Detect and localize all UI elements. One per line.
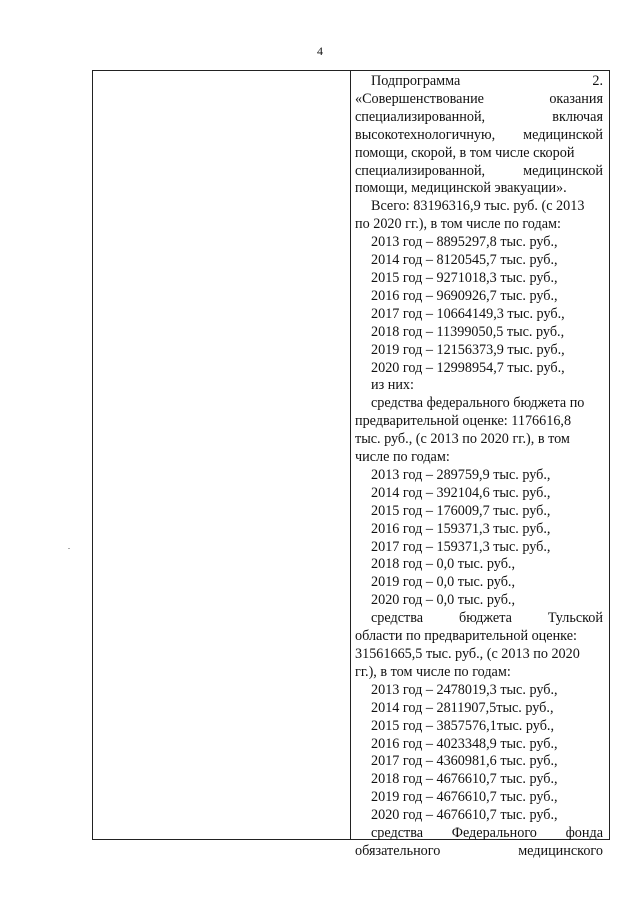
year-line: 2019 год – 0,0 тыс. руб., [371,574,516,591]
text-line [355,610,603,628]
text-fragment: фонда [565,825,603,842]
text-fragment: медицинского [518,842,603,859]
year-line: 2018 год – 4676610,7 тыс. руб., [371,771,558,788]
text-line [355,109,603,127]
page-number: 4 [317,44,323,58]
text-fragment: высокотехнологичную, [355,126,496,143]
text-fragment: специализированной, [355,162,486,179]
text-line: помощи, скорой, в том числе скорой [355,144,575,161]
year-line: 2020 год – 0,0 тыс. руб., [371,592,516,609]
year-line: 2013 год – 2478019,3 тыс. руб., [371,681,558,698]
text-fragment: медицинской [523,126,603,143]
text-fragment: бюджета [458,610,512,627]
text-line: средства федерального бюджета по [371,395,585,412]
year-line: 2020 год – 12998954,7 тыс. руб., [371,359,565,376]
text-fragment: Подпрограмма [371,73,461,89]
year-line: 2015 год – 176009,7 тыс. руб., [371,502,551,519]
year-line: 2019 год – 12156373,9 тыс. руб., [371,341,565,358]
text-fragment: специализированной, [355,108,486,125]
year-line: 2016 год – 159371,3 тыс. руб., [371,520,551,537]
year-line: 2016 год – 4023348,9 тыс. руб., [371,735,558,752]
year-line: 2014 год – 392104,6 тыс. руб., [371,484,551,501]
text-line [355,163,603,181]
year-line: 2015 год – 9271018,3 тыс. руб., [371,269,558,286]
scan-artifact [68,548,70,549]
text-line: гг.), в том числе по годам: [355,663,511,680]
text-line [355,127,603,145]
text-fragment: медицинской [523,162,603,179]
text-fragment: обязательного [355,842,441,859]
text-line: тыс. руб., (с 2013 по 2020 гг.), в том [355,431,570,448]
year-line: 2018 год – 0,0 тыс. руб., [371,556,516,573]
year-line: 2020 год – 4676610,7 тыс. руб., [371,807,558,824]
year-line: 2013 год – 289759,9 тыс. руб., [371,466,551,483]
text-line [355,843,603,861]
text-line [355,91,603,109]
text-fragment: Тульской [547,610,603,627]
text-fragment: «Совершенствование [355,90,484,107]
text-fragment: оказания [549,90,603,107]
text-line: Всего: 83196316,9 тыс. руб. (с 2013 [371,198,585,215]
table-right-column [351,71,609,859]
year-line: 2017 год – 159371,3 тыс. руб., [371,538,551,555]
year-line: 2015 год – 3857576,1тыс. руб., [371,717,555,734]
text-fragment: средства [371,610,424,627]
year-line: 2013 год – 8895297,8 тыс. руб., [371,234,558,251]
year-line: 2018 год – 11399050,5 тыс. руб., [371,323,565,340]
text-line: числе по годам: [355,449,450,466]
text-line: 31561665,5 тыс. руб., (с 2013 по 2020 [355,646,580,662]
year-line: 2019 год – 4676610,7 тыс. руб., [371,789,558,806]
year-line: 2014 год – 2811907,5тыс. руб., [371,699,554,716]
text-line: предварительной оценке: 1176616,8 [355,413,572,430]
text-fragment: средства [371,825,424,842]
year-line: 2017 год – 4360981,6 тыс. руб., [371,753,558,770]
text-fragment: включая [552,108,603,125]
text-line: из них: [371,377,414,394]
text-line: помощи, медицинской эвакуации». [355,180,567,197]
text-line [355,825,603,843]
year-line: 2017 год – 10664149,3 тыс. руб., [371,305,565,322]
year-line: 2014 год – 8120545,7 тыс. руб., [371,252,558,269]
year-line: 2016 год – 9690926,7 тыс. руб., [371,287,558,304]
text-line: по 2020 гг.), в том числе по годам: [355,216,561,233]
table-left-column [93,71,351,839]
document-table [92,70,610,859]
text-line [355,73,603,91]
text-fragment: 2. [592,73,603,89]
text-line: области по предварительной оценке: [355,628,577,645]
text-fragment: Федерального [451,825,537,842]
